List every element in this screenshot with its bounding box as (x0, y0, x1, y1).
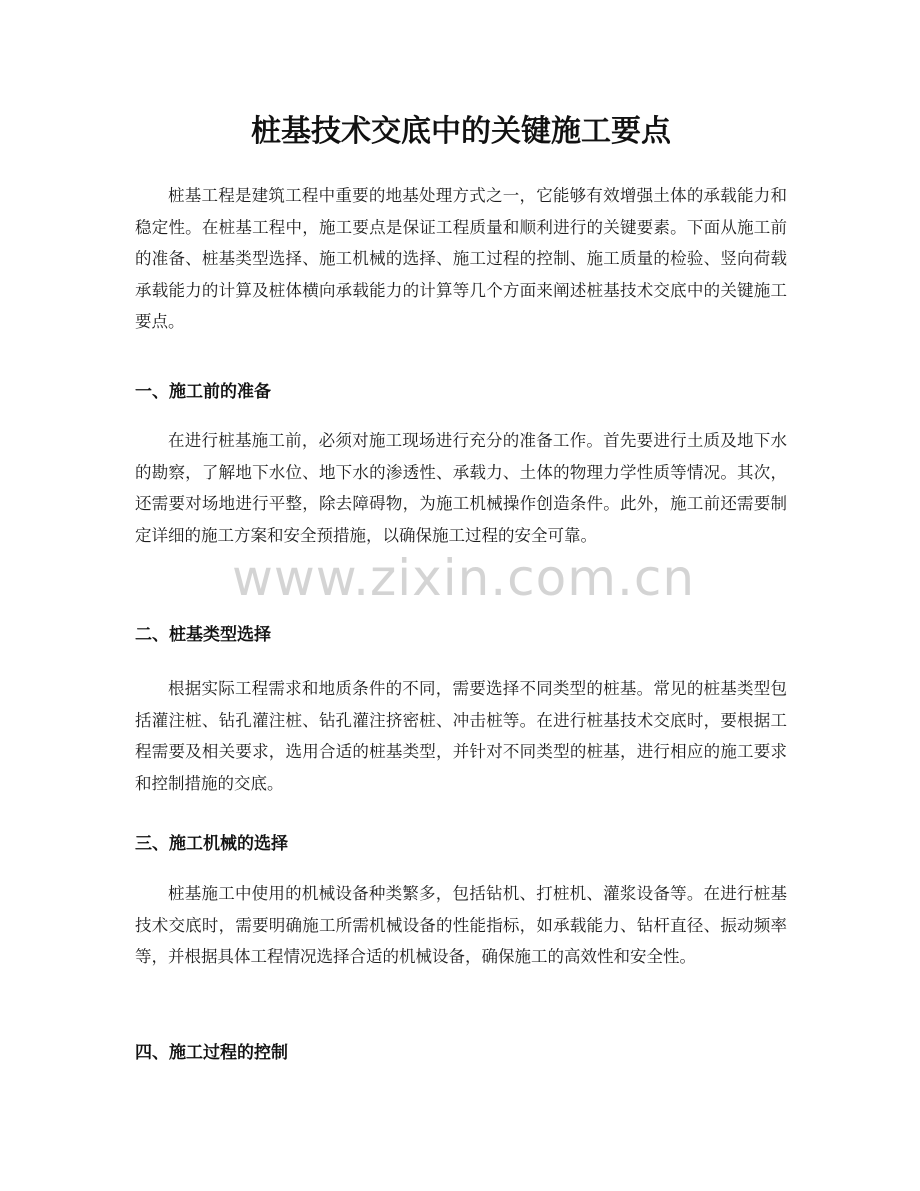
section-heading-preparation: 一、施工前的准备 (135, 382, 271, 402)
section-body-pile-type: 根据实际工程需求和地质条件的不同，需要选择不同类型的桩基。常见的桩基类型包括灌注桩、钻孔灌注桩、钻孔灌注挤密桩、冲击桩等。在进行桩基技术交底时，要根据工程需要及相关要求，选用合适的桩基类型，并针对不同类型的桩基，进行相应的施工要求和控制措施的交底。 (135, 679, 787, 793)
document-title: 桩基技术交底中的关键施工要点 (251, 114, 671, 149)
watermark: www.zixin.com.cn (232, 549, 696, 607)
section-body-preparation: 在进行桩基施工前，必须对施工现场进行充分的准备工作。首先要进行土质及地下水的勘察，了解地下水位、地下水的渗透性、承载力、土体的物理力学性质等情况。其次，还需要对场地进行平整，除去障碍物，为施工机械操作创造条件。此外，施工前还需要制定详细的施工方案和安全预措施，以确保施工过程的安全可靠。 (135, 431, 787, 545)
section-heading-process-control: 四、施工过程的控制 (135, 1043, 288, 1063)
section-heading-machinery: 三、施工机械的选择 (135, 834, 288, 854)
section-heading-pile-type: 二、桩基类型选择 (135, 625, 271, 645)
intro-paragraph: 桩基工程是建筑工程中重要的地基处理方式之一，它能够有效增强土体的承载能力和稳定性。在桩基工程中，施工要点是保证工程质量和顺利进行的关键要素。下面从施工前的准备、桩基类型选择、施工机械的选择、施工过程的控制、施工质量的检验、竖向荷载承载能力的计算及桩体横向承载能力的计算等几个方面来阐述桩基技术交底中的关键施工要点。 (135, 186, 787, 331)
section-body-machinery: 桩基施工中使用的机械设备种类繁多，包括钻机、打桩机、灌浆设备等。在进行桩基技术交底时，需要明确施工所需机械设备的性能指标，如承载能力、钻杆直径、振动频率等，并根据具体工程情况选择合适的机械设备，确保施工的高效性和安全性。 (135, 884, 787, 966)
